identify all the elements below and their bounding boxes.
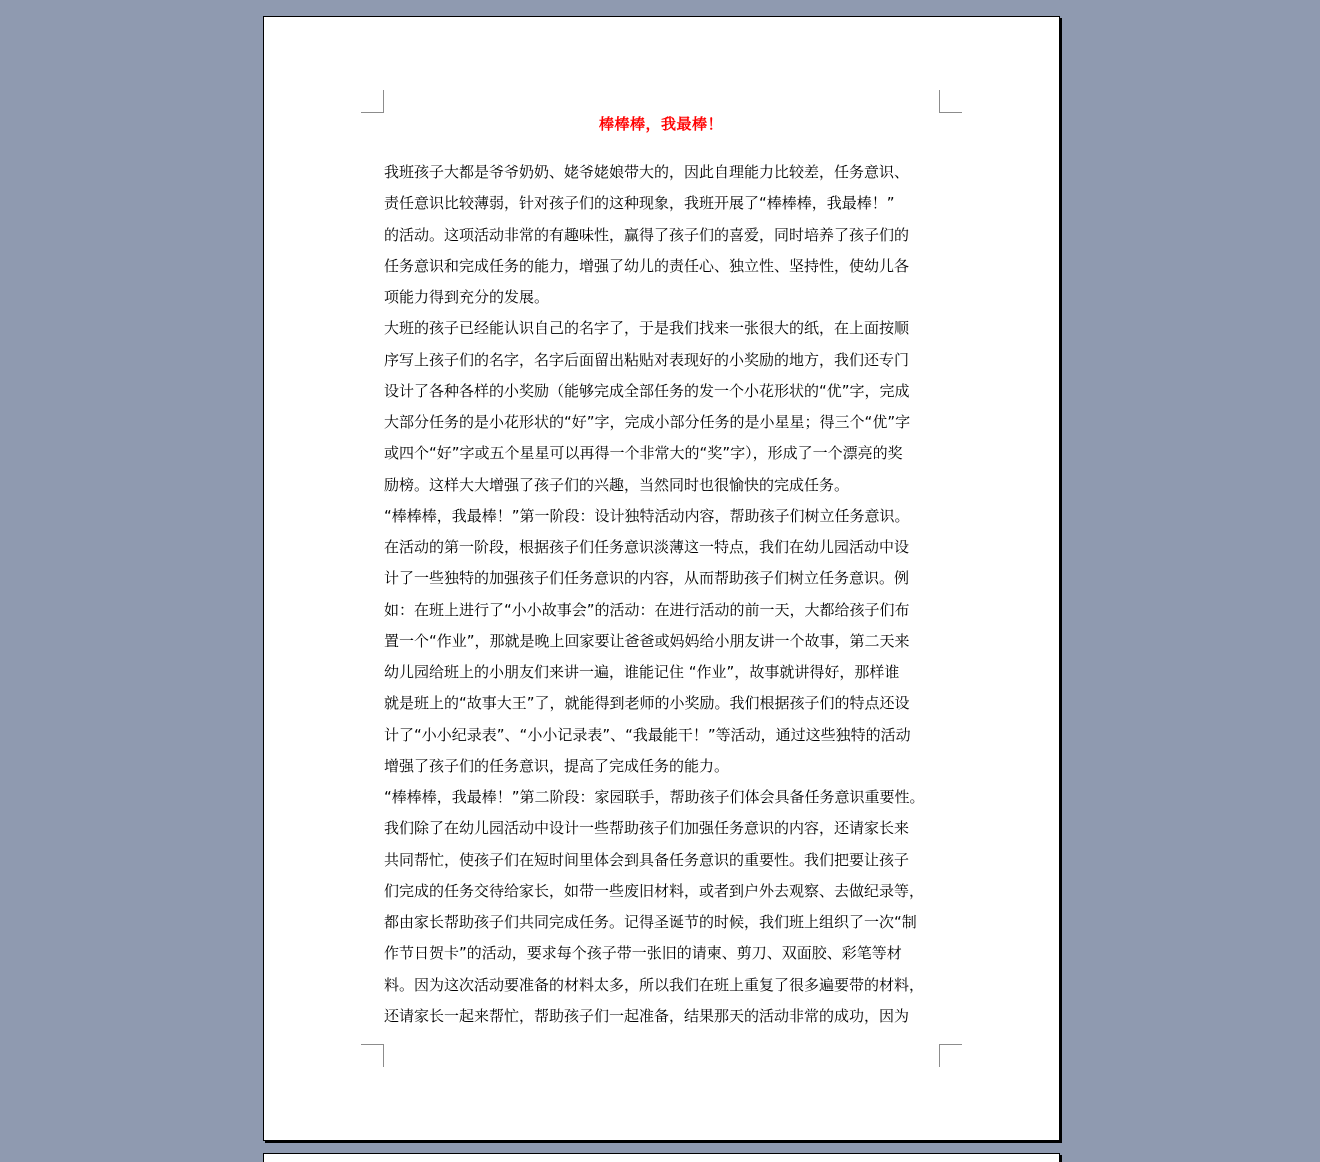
- text-line: 计了一些独特的加强孩子们任务意识的内容，从而帮助孩子们树立任务意识。例: [384, 569, 910, 588]
- text-line: “棒棒棒，我最棒！”第二阶段：家园联手，帮助孩子们体会具备任务意识重要性。: [384, 788, 925, 806]
- text-line: 就是班上的“故事大王”了，就能得到老师的小奖励。我们根据孩子们的特点还设: [384, 694, 910, 713]
- text-line: 在活动的第一阶段，根据孩子们任务意识淡薄这一特点，我们在幼儿园活动中设: [384, 538, 910, 556]
- text-line: 们完成的任务交待给家长，如带一些废旧材料，或者到户外去观察、去做纪录等，: [384, 881, 925, 900]
- text-line: 还请家长一起来帮忙，帮助孩子们一起准备，结果那天的活动非常的成功，因为: [384, 1006, 910, 1025]
- text-line: 项能力得到充分的发展。: [384, 288, 550, 306]
- text-line: 设计了各种各样的小奖励（能够完成全部任务的发一个小花形状的“优”字，完成: [384, 381, 910, 400]
- text-line: 励榜。这样大大增强了孩子们的兴趣，当然同时也很愉快的完成任务。: [384, 475, 850, 494]
- crop-mark-bottom-right: [939, 1044, 962, 1067]
- text-line: 责任意识比较薄弱，针对孩子们的这种现象，我班开展了“棒棒棒，我最棒！”: [384, 194, 895, 213]
- text-line: 我们除了在幼儿园活动中设计一些帮助孩子们加强任务意识的内容，还请家长来: [384, 819, 910, 838]
- text-line: 如：在班上进行了“小小故事会”的活动：在进行活动的前一天，大都给孩子们布: [384, 600, 910, 619]
- text-line: 序写上孩子们的名字，名字后面留出粘贴对表现好的小奖励的地方，我们还专门: [384, 350, 910, 369]
- text-line: 增强了孩子们的任务意识，提高了完成任务的能力。: [384, 756, 730, 775]
- text-line: 我班孩子大都是爷爷奶奶、姥爷姥娘带大的，因此自理能力比较差，任务意识、: [384, 163, 910, 181]
- document-page[interactable]: [263, 16, 1060, 1141]
- text-line: 大部分任务的是小花形状的“好”字，完成小部分任务的是小星星；得三个“优”字: [384, 413, 911, 431]
- text-line: 共同帮忙，使孩子们在短时间里体会到具备任务意识的重要性。我们把要让孩子: [384, 850, 910, 869]
- text-line: 都由家长帮助孩子们共同完成任务。记得圣诞节的时候，我们班上组织了一次“制: [384, 913, 917, 931]
- crop-mark-top-right: [939, 90, 962, 113]
- next-page-edge: [263, 1153, 1060, 1162]
- text-line: 作节日贺卡”的活动，要求每个孩子带一张旧的请柬、剪刀、双面胶、彩笔等材: [384, 944, 902, 963]
- text-line: 幼儿园给班上的小朋友们来讲一遍，谁能记住 “作业”，故事就讲得好，那样谁: [384, 663, 900, 681]
- text-line: 或四个“好”字或五个星星可以再得一个非常大的“奖”字），形成了一个漂亮的奖: [384, 444, 903, 463]
- text-line: 任务意识和完成任务的能力，增强了幼儿的责任心、独立性、坚持性，使幼儿各: [384, 256, 910, 275]
- text-line: 大班的孩子已经能认识自己的名字了，于是我们找来一张很大的纸，在上面按顺: [384, 319, 910, 338]
- crop-mark-top-left: [361, 90, 384, 113]
- text-line: 的活动。这项活动非常的有趣味性，赢得了孩子们的喜爱，同时培养了孩子们的: [384, 225, 910, 244]
- document-body[interactable]: [384, 157, 944, 1032]
- crop-mark-bottom-left: [361, 1044, 384, 1067]
- document-title: 棒棒棒，我最棒！: [598, 115, 723, 133]
- text-line: “棒棒棒，我最棒！”第一阶段：设计独特活动内容，帮助孩子们树立任务意识。: [384, 506, 910, 525]
- text-line: 料。因为这次活动要准备的材料太多，所以我们在班上重复了很多遍要带的材料，: [384, 975, 925, 994]
- text-line: 置一个“作业”，那就是晚上回家要让爸爸或妈妈给小朋友讲一个故事，第二天来: [384, 631, 910, 650]
- text-line: 计了“小小纪录表”、“小小记录表”、“我最能干！”等活动，通过这些独特的活动: [384, 725, 911, 744]
